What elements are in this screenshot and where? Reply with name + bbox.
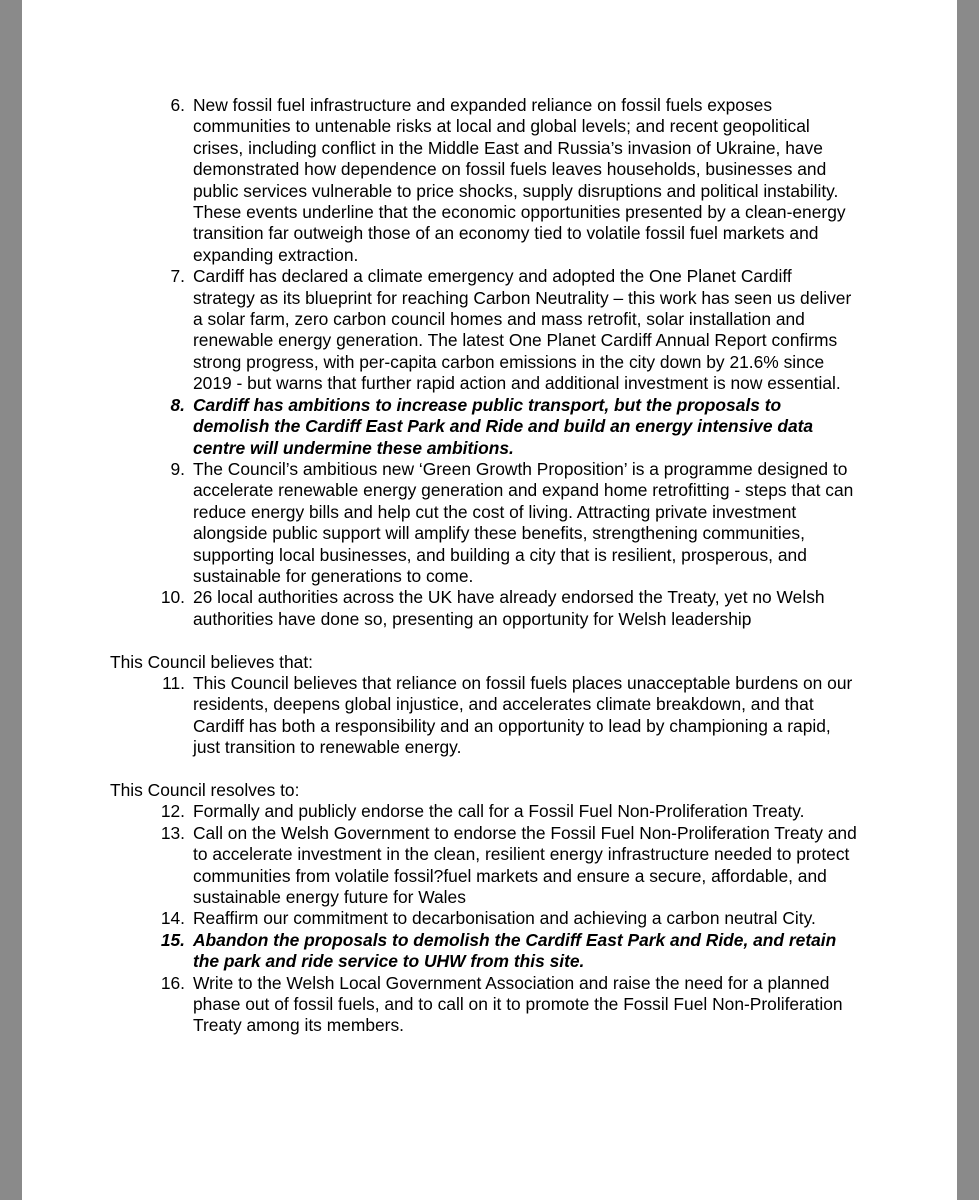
spacer (137, 759, 857, 780)
document-page (22, 0, 957, 1200)
list-item-7 (137, 266, 857, 394)
item-number: 14. (160, 908, 185, 929)
item-number: 16. (160, 972, 185, 993)
item-text: 26 local authorities across the UK have already endorsed the Treaty, yet no Welsh authorities have done so, presenting an opportunity for Welsh leadership (193, 587, 825, 629)
item-text: The Council’s ambitious new ‘Green Growth Proposition’ is a programme designed to accelerate renewable energy generation and expand home retrofitting - steps that can reduce energy bills and help cut the cost of living. Attracting private investment alongside public support will amplify these benefits, strengthening communities, supporting local businesses, and building a city that is resilient, prosperous, and sustainable for generations to come. (193, 458, 854, 586)
list-item-13 (137, 823, 857, 909)
item-number: 9. (170, 458, 185, 479)
believes-heading: This Council believes that: (110, 651, 313, 672)
list-item-14 (137, 908, 857, 929)
item-number: 15. (160, 929, 185, 950)
list-item-10 (137, 587, 857, 630)
item-number: 10. (160, 587, 185, 608)
list-item-11 (137, 673, 857, 759)
list-item-16 (137, 973, 857, 1037)
list-item-8 (137, 395, 857, 459)
list-item-12 (137, 801, 857, 822)
item-text: Reaffirm our commitment to decarbonisation and achieving a carbon neutral City. (193, 908, 816, 929)
item-number: 13. (160, 822, 185, 843)
item-number: 7. (170, 266, 185, 287)
resolves-heading: This Council resolves to: (110, 779, 300, 800)
item-text: Write to the Welsh Local Government Association and raise the need for a planned phase out of fossil fuels, and to call on it to promote the Fossil Fuel Non-Proliferation Treaty among its members. (193, 972, 843, 1036)
item-text: Formally and publicly endorse the call for a Fossil Fuel Non-Proliferation Treaty. (193, 801, 805, 822)
item-text: Abandon the proposals to demolish the Cardiff East Park and Ride, and retain the park and ride service to UHW from this site. (193, 929, 837, 972)
item-text: This Council believes that reliance on fossil fuels places unacceptable burdens on our residents, deepens global injustice, and accelerates climate breakdown, and that Cardiff has both a responsibility and an opportunity to lead by championing a rapid, just transition to renewable energy. (193, 672, 853, 758)
spacer (137, 630, 857, 651)
item-number: 11. (162, 672, 185, 693)
item-number: 6. (170, 95, 185, 115)
item-number: 8. (170, 394, 185, 415)
list-item-9 (137, 459, 857, 587)
list-item-15 (137, 930, 857, 973)
item-text: Cardiff has declared a climate emergency and adopted the One Planet Cardiff strategy as its blueprint for reaching Carbon Neutrality – this work has seen us deliver a solar farm, zero carbon council homes and mass retrofit, solar installation and renewable energy generation. The latest One Planet Cardiff Annual Report confirms strong progress, with per-capita carbon emissions in the city down by 21.6% since 2019 - but warns that further rapid action and additional investment is now essential. (193, 266, 852, 394)
item-number: 12. (160, 801, 185, 822)
motion-text (110, 95, 857, 1037)
item-text: New fossil fuel infrastructure and expanded reliance on fossil fuels exposes communities to untenable risks at local and global levels; and recent geopolitical crises, including conflict in the Middle East and Russia’s invasion of Ukraine, have demonstrated how dependence on fossil fuels leaves households, businesses and public services vulnerable to price shocks, supply disruptions and political instability. These events underline that the economic opportunities presented by a clean-energy transition far outweigh those of an economy tied to volatile fossil fuel markets and expanding extraction. (193, 95, 846, 265)
list-item-6 (137, 95, 857, 266)
item-text: Call on the Welsh Government to endorse the Fossil Fuel Non-Proliferation Treaty and to accelerate investment in the clean, resilient energy infrastructure needed to protect communities from volatile fossil?fuel markets and ensure a secure, affordable, and sustainable energy future for Wales (193, 822, 857, 907)
item-text: Cardiff has ambitions to increase public transport, but the proposals to demolish the Cardiff East Park and Ride and build an energy intensive data centre will undermine these ambitions. (193, 394, 814, 458)
